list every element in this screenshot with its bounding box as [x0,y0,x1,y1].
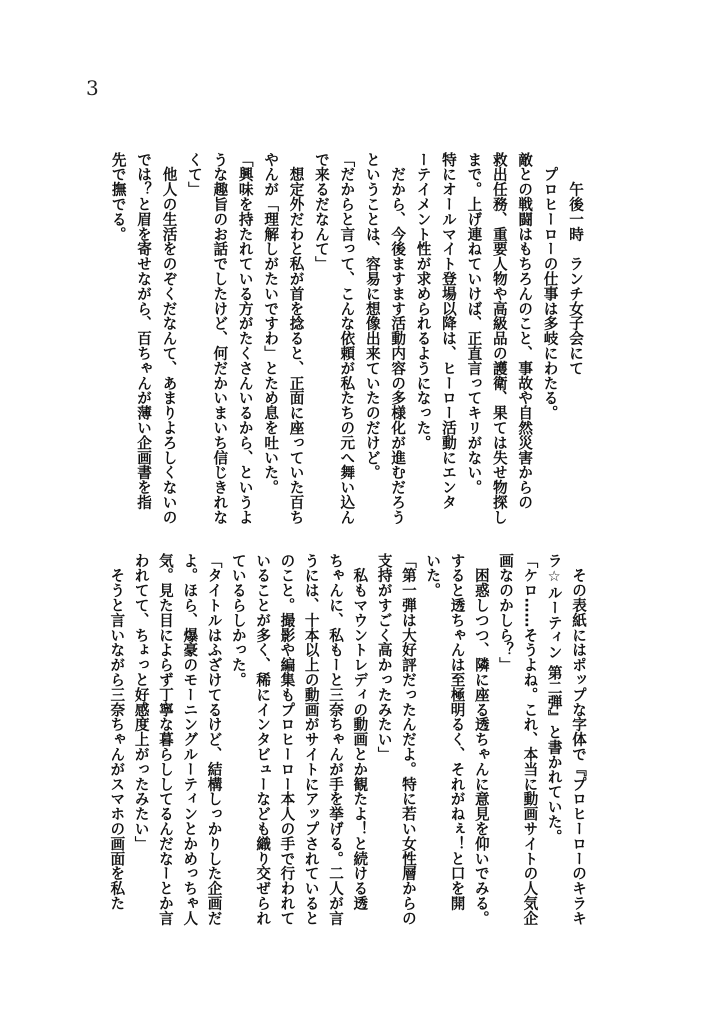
text-column: 他人の生活をのぞくだなんて、あまりよろしくないの [160,152,178,525]
text-column: 救出任務、重要人物や高級品の護衛、果ては失せ物探し [490,152,508,525]
text-column: そうと言いながら三奈ちゃんがスマホの画面を私た [108,553,126,911]
text-column: ーテイメント性が求められるようになった。 [414,152,432,450]
text-column: 支持がすごく高かったみたい」 [375,553,393,762]
text-column: やんが「理解しがたいですわ」とため息を吐いた。 [262,152,280,495]
text-block-top [105,152,588,525]
text-column: で来るだなんて」 [312,152,330,272]
text-column: プロヒーローの仕事は多岐にわたる。 [541,152,559,421]
text-column: だから、今後ますます活動内容の多様化が進むだろう [389,152,407,525]
text-column: ているらしかった。 [229,553,247,688]
text-column: 「ケロ……そうよね。これ、本当に動画サイトの人気企 [521,553,539,926]
text-block-bottom [104,553,590,943]
text-column: 画なのかしら？」 [497,553,515,673]
text-column: 「タイトルはふざけてるけど、結構しっかりした企画だ [205,553,223,926]
text-column: 「第一弾は大好評だったんだよ。特に若い女性層からの [399,553,417,926]
text-column: 想定外だわと私が首を捻ると、正面に座っていた百ち [287,152,305,525]
text-column: われてて、ちょっと好感度上がったみたい」 [132,553,150,851]
text-column: 困惑しつつ、隣に座る透ちゃんに意見を仰いでみる。 [472,553,490,926]
text-column: 気。見た目によらず丁寧な暮らししてるんだなーとか言 [156,553,174,926]
text-column: いた。 [424,553,442,598]
text-column: では？と眉を寄せながら、百ちゃんが薄い企画書を指 [135,152,153,510]
text-column: ということは、容易に想像出来ていたのだけど。 [363,152,381,480]
text-column: いることが多く、稀にインタビューなども織り交ぜられ [254,553,272,926]
text-column: その表紙にはポップな字体で『プロヒーローのキラキ [570,553,587,926]
text-column: まで。上げ連ねていけば、正直言ってキリがない。 [465,152,483,495]
text-column: ラ☆ルーティン 第二弾』と書かれていた。 [545,553,563,844]
text-column: 特にオールマイト登場以降は、ヒーロー活動にエンタ [439,152,457,510]
text-column: ちゃんに、私もーと三奈ちゃんが手を挙げる。二人が言 [327,553,345,926]
text-column: よ。ほら、爆豪のモーニングルーティンとかめっちゃ人 [181,553,199,926]
text-column: 私もマウントレディの動画とか観たよ！と続ける透 [351,553,369,911]
text-column: 敵との戦闘はもちろんのこと、事故や自然災害からの [516,152,534,510]
text-column: くて」 [185,152,203,197]
text-column: すると透ちゃんは至極明るく、それがねぇ！と口を開 [448,553,466,911]
text-column: うには、十本以上の動画がサイトにアップされていると [302,553,320,926]
text-column: 先で撫でる。 [109,152,127,242]
text-column: 「だからと言って、こんな依頼が私たちの元へ舞い込ん [338,152,356,525]
text-column: うな趣旨のお話でしたけど、何だかいまいち信じきれな [211,152,229,525]
text-column: 「興味を持たれている方がたくさんいるから、というよ [236,152,254,525]
page-number: 3 [86,76,99,100]
text-column: 午後一時 ランチ女子会にて [567,152,584,376]
text-column: のこと。撮影や編集もプロヒーロー本人の手で行われて [278,553,296,926]
